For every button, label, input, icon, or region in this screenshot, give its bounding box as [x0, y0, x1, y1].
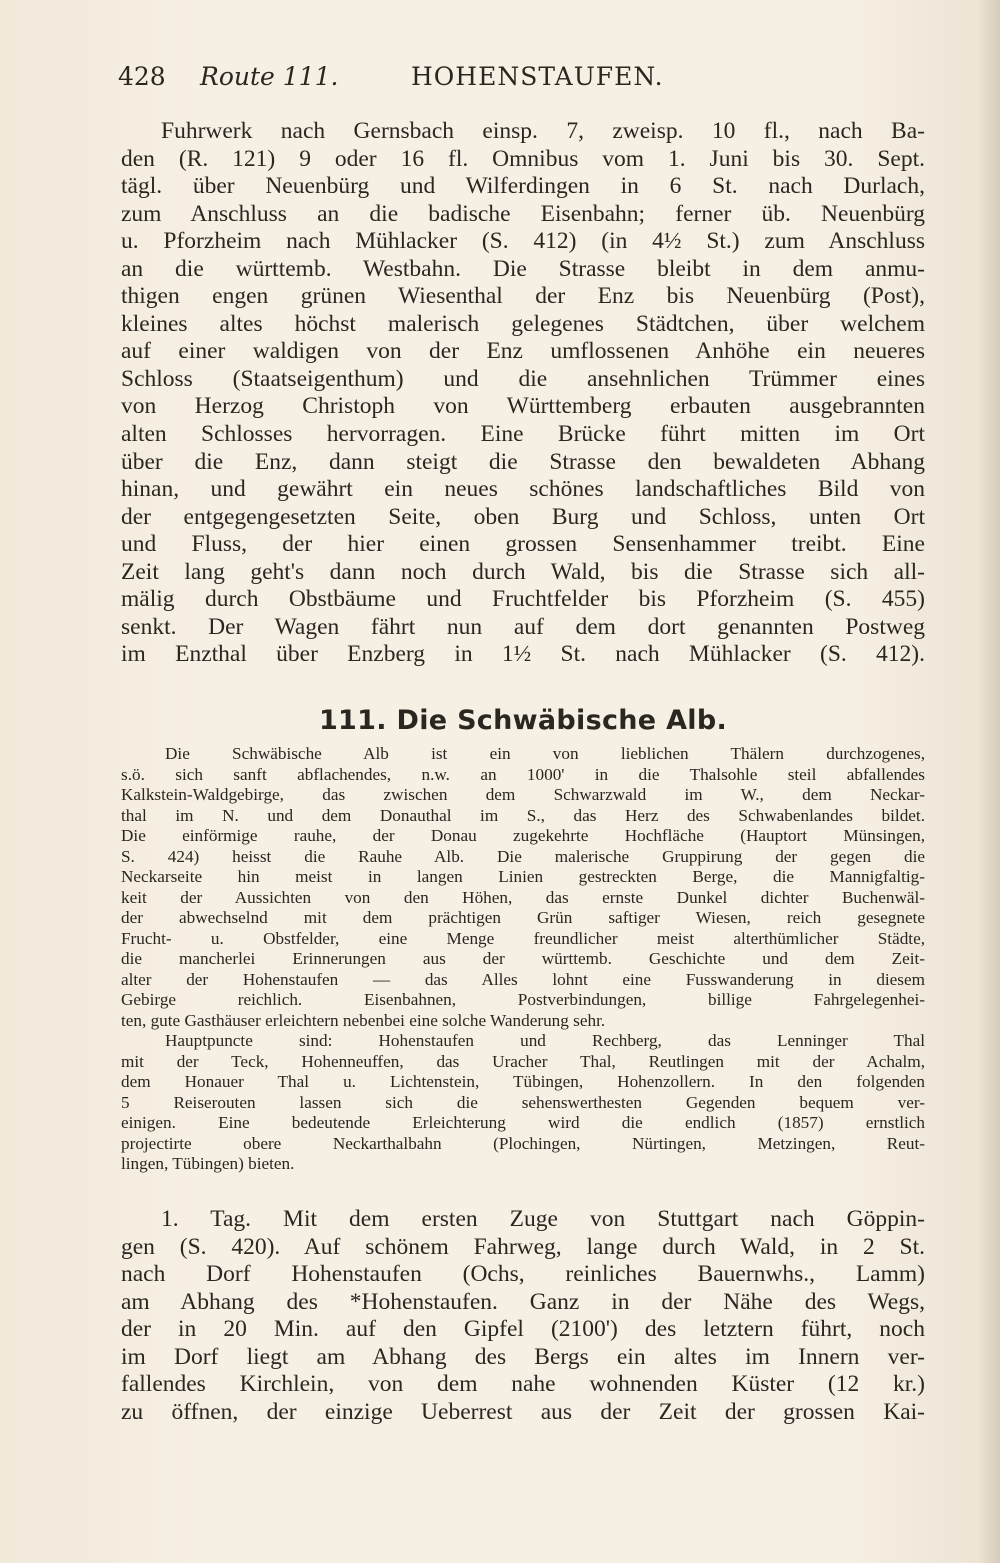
text-line: Zeit lang geht's dann noch durch Wald, bis die Strasse sich all-: [121, 558, 925, 585]
text-line: tägl. über Neuenbürg und Wilferdingen in 6 St. nach Durlach,: [121, 173, 925, 200]
page-edge-shadow: [978, 0, 1000, 1563]
text-line: Schloss (Staatseigenthum) und die ansehnlichen Trümmer eines: [121, 365, 925, 392]
text-line: Gebirge reichlich. Eisenbahnen, Postverbindungen, billige Fahrgelegenhei-: [121, 990, 925, 1009]
text-line: Neckarseite hin meist in langen Linien gestreckten Berge, die Mannigfaltig-: [121, 867, 925, 886]
text-line: s.ö. sich sanft abflachendes, n.w. an 1000' in die Thalsohle steil abfallendes: [121, 764, 925, 784]
text-line: die mancherlei Erinnerungen aus der württemb. Geschichte und dem Zeit-: [121, 949, 925, 968]
text-line: der abwechselnd mit dem prächtigen Grün saftiger Wiesen, reich gesegnete: [121, 908, 925, 927]
text-line: auf einer waldigen von der Enz umflossenen Anhöhe ein neueres: [121, 338, 925, 365]
text-line: im Dorf liegt am Abhang des Bergs ein altes im Innern ver-: [121, 1343, 925, 1370]
text-line: und Fluss, der hier einen grossen Sensenhammer treibt. Eine: [121, 531, 925, 558]
text-line: Hauptpuncte sind: Hohenstaufen und Rechberg, das Lenninger Thal: [165, 1031, 925, 1050]
text-line: Fuhrwerk nach Gernsbach einsp. 7, zweisp. 10 fl., nach Ba-: [161, 118, 925, 144]
text-line: der entgegengesetzten Seite, oben Burg und Schloss, unten Ort: [121, 503, 925, 530]
text-line: ten, gute Gasthäuser erleichtern nebenbei eine solche Wanderung sehr.: [121, 1010, 606, 1030]
text-line: 1. Tag. Mit dem ersten Zuge von Stuttgart nach Göppin-: [161, 1206, 925, 1232]
text-line: projectirte obere Neckarthalbahn (Plochingen, Nürtingen, Metzingen, Reut-: [121, 1133, 925, 1153]
text-line: alter der Hohenstaufen — das Alles lohnt eine Fusswanderung in diesem: [121, 969, 925, 989]
text-line: nach Dorf Hohenstaufen (Ochs, reinliches Bauernwhs., Lamm): [121, 1261, 925, 1288]
header-title: HOHENSTAUFEN.: [411, 62, 664, 91]
paragraph-schwaebische-alb: [121, 744, 925, 1175]
page-number: 428: [118, 62, 166, 91]
text-line: thal im N. und dem Donauthal im S., das Herz des Schwabenlandes bildet.: [121, 805, 925, 825]
text-line: hinan, und gewährt ein neues schönes landschaftliches Bild von: [121, 476, 925, 503]
text-line: keit der Aussichten von den Höhen, das ernste Dunkel dichter Buchenwäl-: [121, 887, 925, 907]
section-heading: 111. Die Schwäbische Alb.: [318, 705, 728, 736]
text-line: lingen, Tübingen) bieten.: [121, 1154, 295, 1173]
text-line: von Herzog Christoph von Württemberg erbauten ausgebrannten: [121, 393, 925, 420]
text-line: kleines altes höchst malerisch gelegenes Städtchen, über welchem: [121, 310, 925, 337]
text-line: über die Enz, dann steigt die Strasse den bewaldeten Abhang: [121, 448, 925, 475]
text-line: mälig durch Obstbäume und Fruchtfelder bis Pforzheim (S. 455): [121, 586, 925, 613]
route-label: Route 111.: [200, 62, 339, 91]
text-line: der in 20 Min. auf den Gipfel (2100') des letztern führt, noch: [121, 1316, 925, 1343]
text-line: senkt. Der Wagen fährt nun auf dem dort genannten Postweg: [121, 613, 925, 640]
text-line: mit der Teck, Hohenneuffen, das Uracher Thal, Reutlingen mit der Achalm,: [121, 1051, 925, 1071]
paragraph-erster-tag: [121, 1206, 925, 1426]
text-line: dem Honauer Thal u. Lichtenstein, Tübingen, Hohenzollern. In den folgenden: [121, 1072, 925, 1091]
text-line: am Abhang des *Hohenstaufen. Ganz in der Nähe des Wegs,: [121, 1288, 925, 1315]
text-line: thigen engen grünen Wiesenthal der Enz bis Neuenbürg (Post),: [121, 283, 925, 310]
text-line: Die einförmige rauhe, der Donau zugekehrte Hochfläche (Hauptort Münsingen,: [121, 826, 925, 845]
text-line: gen (S. 420). Auf schönem Fahrweg, lange durch Wald, in 2 St.: [121, 1233, 925, 1260]
text-line: Kalkstein-Waldgebirge, das zwischen dem Schwarzwald im W., dem Neckar-: [121, 785, 925, 804]
text-line: zu öffnen, der einzige Ueberrest aus der Zeit der grossen Kai-: [121, 1398, 925, 1425]
text-line: S. 424) heisst die Rauhe Alb. Die malerische Gruppirung der gegen die: [121, 846, 925, 866]
running-header: [118, 60, 928, 100]
text-line: 5 Reiserouten lassen sich die sehenswerthesten Gegenden bequem ver-: [121, 1092, 925, 1112]
text-line: alten Schlosses hervorragen. Eine Brücke führt mitten im Ort: [121, 421, 925, 448]
text-line: im Enzthal über Enzberg in 1½ St. nach Mühlacker (S. 412).: [121, 641, 925, 668]
text-line: den (R. 121) 9 oder 16 fl. Omnibus vom 1. Juni bis 30. Sept.: [121, 145, 925, 172]
text-line: Frucht- u. Obstfelder, eine Menge freundlicher meist alterthümlicher Städte,: [121, 928, 925, 948]
text-line: einigen. Eine bedeutende Erleichterung wird die endlich (1857) ernstlich: [121, 1113, 925, 1132]
text-line: u. Pforzheim nach Mühlacker (S. 412) (in 4½ St.) zum Anschluss: [121, 228, 925, 255]
text-line: Die Schwäbische Alb ist ein von lieblichen Thälern durchzogenes,: [165, 744, 925, 763]
text-line: an die württemb. Westbahn. Die Strasse bleibt in dem anmu-: [121, 255, 925, 282]
paragraph-fuhrwerk: [121, 118, 925, 669]
text-line: zum Anschluss an die badische Eisenbahn; ferner üb. Neuenbürg: [121, 200, 925, 227]
text-line: fallendes Kirchlein, von dem nahe wohnenden Küster (12 kr.): [121, 1371, 925, 1398]
